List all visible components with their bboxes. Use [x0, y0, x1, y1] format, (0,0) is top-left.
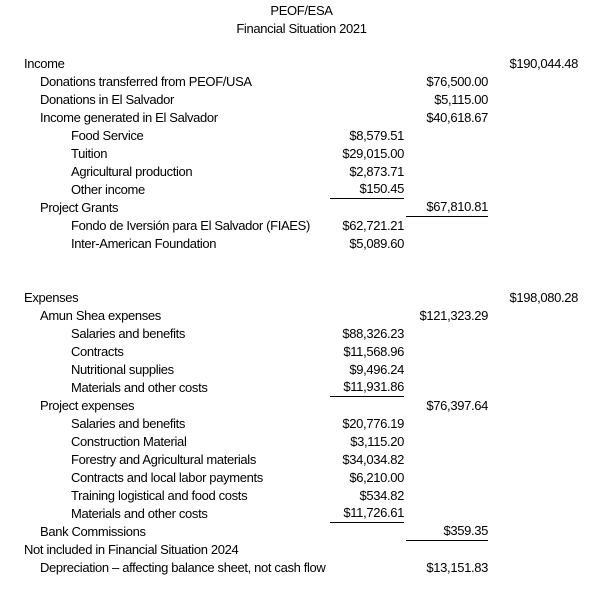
amun-shea-label: Amun Shea expenses [40, 308, 161, 323]
pe-construction-row [0, 433, 603, 451]
project-grants-label: Project Grants [40, 200, 119, 215]
report-subtitle: Financial Situation 2021 [236, 21, 367, 36]
amun-shea-row [0, 307, 603, 325]
pe-salaries-amount: $20,776.19 [342, 416, 404, 431]
donations-usa-label: Donations transferred from PEOF/USA [40, 74, 252, 89]
pe-forestry-amount: $34,034.82 [342, 452, 404, 467]
pe-training-amount: $534.82 [359, 488, 404, 503]
pe-forestry-row [0, 451, 603, 469]
other-income-amount: $150.45 [330, 181, 404, 199]
bank-commissions-row [0, 523, 603, 541]
project-grants-amount: $67,810.81 [406, 199, 488, 217]
as-contracts-amount: $11,568.96 [343, 344, 404, 359]
as-contracts-row [0, 343, 603, 361]
iaf-label: Inter-American Foundation [71, 236, 217, 251]
as-materials-label: Materials and other costs [71, 380, 208, 395]
pe-construction-amount: $3,115.20 [350, 434, 404, 449]
as-salaries-amount: $88,326.23 [342, 326, 404, 341]
as-salaries-row [0, 325, 603, 343]
other-income-row [0, 181, 603, 199]
as-nutritional-label: Nutritional supplies [71, 362, 174, 377]
amun-shea-amount: $121,323.29 [419, 308, 488, 323]
generated-income-row [0, 109, 603, 127]
food-service-row [0, 127, 603, 145]
iaf-row [0, 235, 603, 253]
expenses-label: Expenses [24, 290, 79, 305]
agricultural-production-row [0, 163, 603, 181]
project-expenses-label: Project expenses [40, 398, 135, 413]
project-expenses-row [0, 397, 603, 415]
pe-contracts-label: Contracts and local labor payments [71, 470, 263, 485]
donations-usa-row [0, 73, 603, 91]
donations-sv-row [0, 91, 603, 109]
pe-salaries-label: Salaries and benefits [71, 416, 186, 431]
not-included-row [0, 541, 603, 559]
bank-commissions-amount: $359.35 [406, 523, 488, 541]
pe-materials-label: Materials and other costs [71, 506, 208, 521]
pe-contracts-amount: $6,210.00 [349, 470, 404, 485]
fiaes-row [0, 217, 603, 235]
agricultural-production-label: Agricultural production [71, 164, 193, 179]
pe-contracts-row [0, 469, 603, 487]
pe-forestry-label: Forestry and Agricultural materials [71, 452, 256, 467]
generated-income-label: Income generated in El Salvador [40, 110, 218, 125]
as-nutritional-amount: $9,496.24 [349, 362, 404, 377]
pe-training-row [0, 487, 603, 505]
tuition-label: Tuition [71, 146, 108, 161]
as-salaries-label: Salaries and benefits [71, 326, 186, 341]
not-included-label: Not included in Financial Situation 2024 [24, 542, 239, 557]
financial-statement [0, 55, 603, 577]
pe-construction-label: Construction Material [71, 434, 187, 449]
expenses-total: $198,080.28 [509, 290, 578, 305]
as-materials-row [0, 379, 603, 397]
pe-training-label: Training logistical and food costs [71, 488, 248, 503]
agricultural-production-amount: $2,873.71 [349, 164, 404, 179]
pe-materials-row [0, 505, 603, 523]
as-nutritional-row [0, 361, 603, 379]
donations-sv-amount: $5,115.00 [434, 92, 488, 107]
income-header-row [0, 55, 603, 73]
other-income-label: Other income [71, 182, 145, 197]
depreciation-row [0, 559, 603, 577]
income-total: $190,044.48 [509, 56, 578, 71]
expenses-header-row [0, 289, 603, 307]
food-service-amount: $8,579.51 [349, 128, 404, 143]
pe-materials-amount: $11,726.61 [330, 505, 404, 523]
as-contracts-label: Contracts [71, 344, 124, 359]
pe-salaries-row [0, 415, 603, 433]
tuition-amount: $29,015.00 [342, 146, 404, 161]
project-expenses-amount: $76,397.64 [426, 398, 488, 413]
depreciation-amount: $13,151.83 [426, 560, 488, 575]
fiaes-amount: $62,721.21 [342, 218, 404, 233]
iaf-amount: $5,089.60 [349, 236, 404, 251]
donations-sv-label: Donations in El Salvador [40, 92, 174, 107]
project-grants-row [0, 199, 603, 217]
income-label: Income [24, 56, 65, 71]
report-org: PEOF/ESA [270, 3, 333, 18]
depreciation-label: Depreciation – affecting balance sheet, not cash flow [40, 560, 326, 575]
tuition-row [0, 145, 603, 163]
section-spacer [0, 253, 603, 271]
donations-usa-amount: $76,500.00 [426, 74, 488, 89]
as-materials-amount: $11,931.86 [330, 379, 404, 397]
fiaes-label: Fondo de Iversión para El Salvador (FIAES) [71, 218, 310, 233]
food-service-label: Food Service [71, 128, 144, 143]
section-spacer [0, 271, 603, 289]
generated-income-amount: $40,618.67 [426, 110, 488, 125]
bank-commissions-label: Bank Commissions [40, 524, 146, 539]
